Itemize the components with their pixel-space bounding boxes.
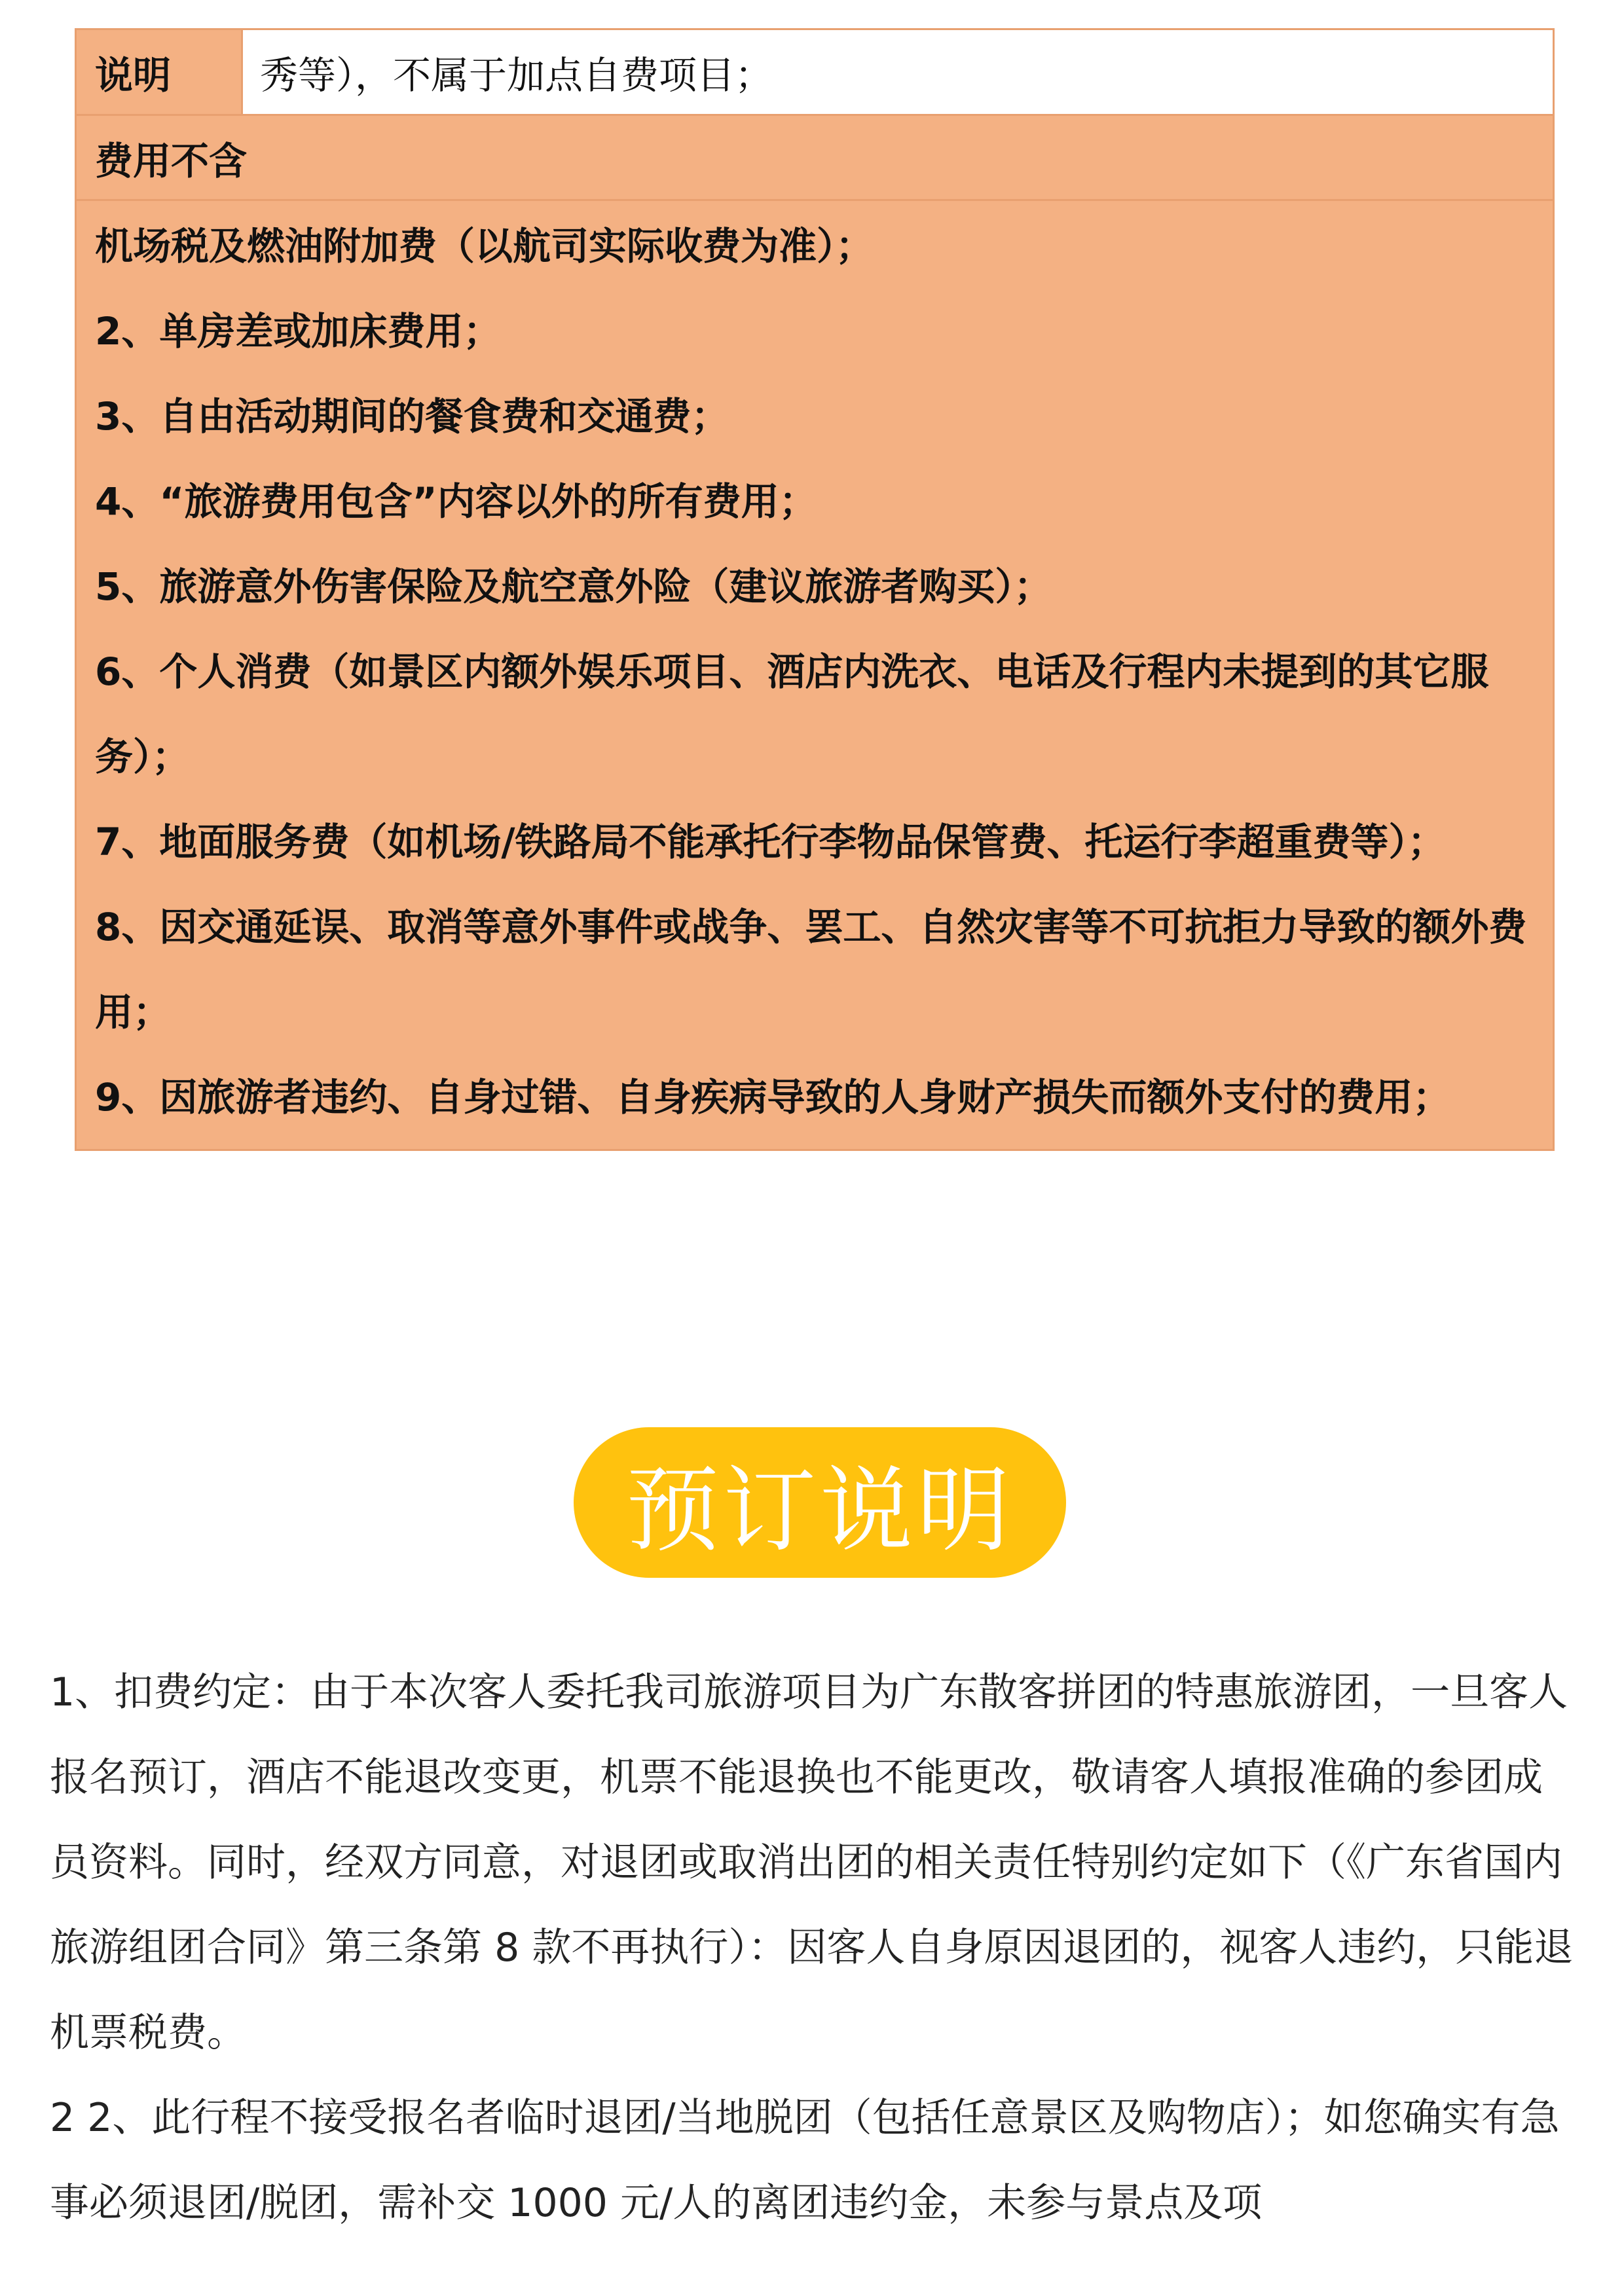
fee-table bbox=[75, 28, 1555, 1151]
excluded-item: 3、自由活动期间的餐食费和交通费； bbox=[95, 394, 729, 439]
excluded-item: 8、因交通延误、取消等意外事件或战争、罢工、自然灾害等不可抗拒力导致的额外费用； bbox=[95, 905, 1527, 1034]
note-value: 秀等），不属于加点自费项目； bbox=[243, 30, 1553, 114]
note-label: 说明 bbox=[77, 30, 243, 114]
booking-title-badge bbox=[574, 1427, 1066, 1578]
excluded-item: 9、因旅游者违约、自身过错、自身疾病导致的人身财产损失而额外支付的费用； bbox=[95, 1075, 1451, 1120]
booking-title: 预订说明 bbox=[626, 1457, 1014, 1565]
booking-paragraph: 2 2、此行程不接受报名者临时退团/当地脱团（包括任意景区及购物店）；如您确实有急事必须退团/脱团，需补交 1000 元/人的离团违约金，未参与景点及项 bbox=[50, 2095, 1560, 2226]
booking-paragraph: 1、扣费约定：由于本次客人委托我司旅游项目为广东散客拼团的特惠旅游团，一旦客人报名预订，酒店不能退改变更，机票不能退换也不能更改，敬请客人填报准确的参团成员资料。同时，经双方同意，对退团或取消出团的相关责任特别约定如下（《广东省国内旅游组团合同》第三条第 8 款不再执行）：因客人自身原因退团的，视客人违约，只能退机票税费。 bbox=[50, 1669, 1574, 2056]
note-row bbox=[77, 30, 1553, 116]
booking-notes bbox=[50, 1650, 1579, 2246]
excluded-item: 6、个人消费（如景区内额外娱乐项目、酒店内洗衣、电话及行程内未提到的其它服务）； bbox=[95, 649, 1489, 779]
excluded-header: 费用不含 bbox=[77, 116, 1553, 201]
excluded-item: 4、“旅游费用包含”内容以外的所有费用； bbox=[95, 479, 817, 524]
excluded-item: 7、地面服务费（如机场/铁路局不能承托行李物品保管费、托运行李超重费等）； bbox=[95, 820, 1446, 864]
excluded-list bbox=[77, 201, 1553, 1149]
excluded-item: 5、旅游意外伤害保险及航空意外险（建议旅游者购买）； bbox=[95, 564, 1052, 609]
excluded-item: 2、单房差或加床费用； bbox=[95, 309, 502, 354]
excluded-item: 机场税及燃油附加费（以航司实际收费为准）； bbox=[95, 224, 874, 268]
